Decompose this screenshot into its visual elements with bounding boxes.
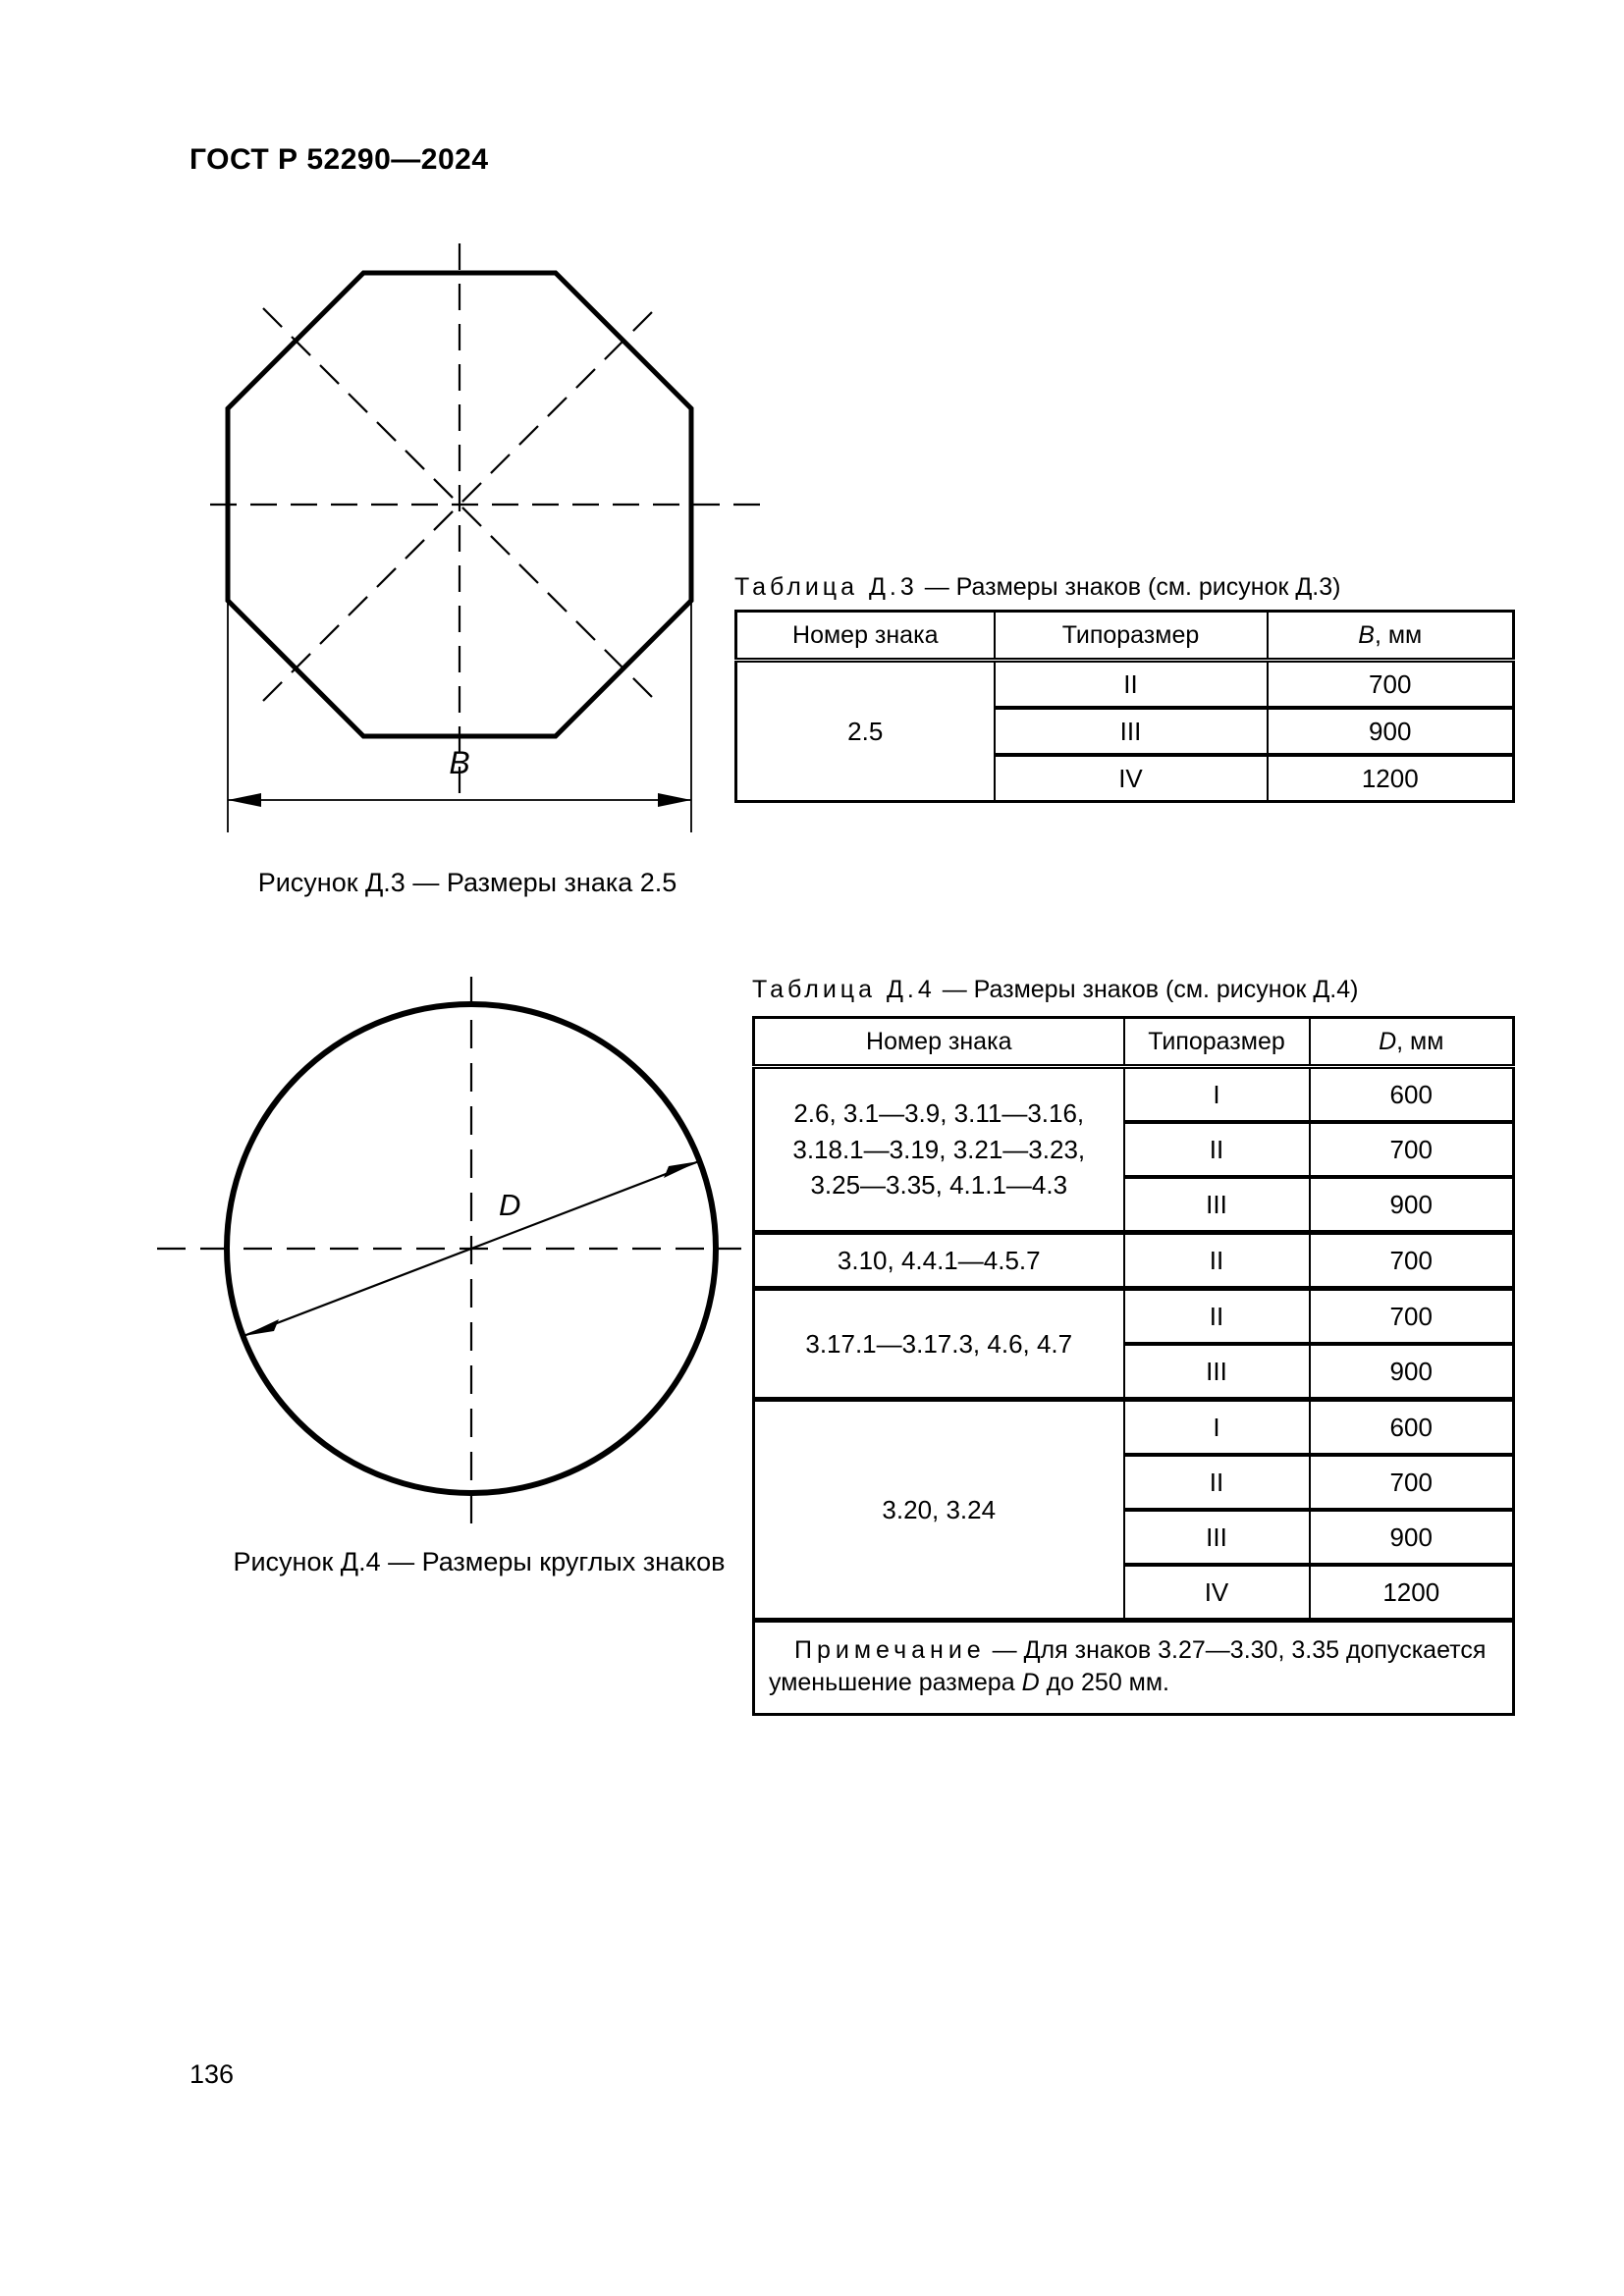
table-d4-group-4 (754, 1400, 1514, 1621)
dimension-symbol: D (1379, 1027, 1397, 1055)
table-d4-header-row (754, 1018, 1514, 1067)
figure-d4-caption: Рисунок Д.4 — Размеры круглых знаков (233, 1547, 726, 1576)
sign-number-line: 3.18.1—3.19, 3.21—3.23, (792, 1134, 1086, 1164)
column-header-sign-number: Номер знака (736, 612, 995, 661)
size-type-cell: I (1124, 1400, 1310, 1456)
size-value-cell: 600 (1310, 1067, 1514, 1123)
size-type-cell: IV (995, 755, 1268, 802)
sign-number-line: 3.25—3.35, 4.1.1—4.3 (810, 1170, 1068, 1201)
dimension-label-d: D (499, 1188, 521, 1222)
table-d4-group-1 (754, 1067, 1514, 1233)
sign-number-cell (754, 1400, 1124, 1621)
size-type-cell: I (1124, 1067, 1310, 1123)
note-text: Для знаков 3.27—3.30, 3.35 допускается уменьшение размера (769, 1636, 1487, 1696)
size-value-cell: 1200 (1268, 755, 1514, 802)
column-header-dimension (1268, 612, 1514, 661)
sign-number-cell (754, 1067, 1124, 1233)
size-type-cell: III (1124, 1510, 1310, 1565)
note-dimension-symbol: D (1021, 1669, 1040, 1696)
sign-number-cell (754, 1233, 1124, 1289)
dimension-unit: , мм (1396, 1027, 1444, 1055)
table-d4-group-2 (754, 1233, 1514, 1289)
size-value-cell: 700 (1310, 1289, 1514, 1345)
size-type-cell: II (1124, 1289, 1310, 1345)
figure-d3-caption: Рисунок Д.3 — Размеры знака 2.5 (257, 868, 677, 897)
size-type-cell: III (995, 708, 1268, 755)
size-value-cell: 1200 (1310, 1565, 1514, 1621)
size-type-cell: III (1124, 1344, 1310, 1400)
table-d3-title-word: Таблица Д.3 (734, 573, 918, 601)
size-type-cell: II (1124, 1233, 1310, 1289)
table-note-row (754, 1621, 1514, 1715)
size-type-cell: II (1124, 1455, 1310, 1510)
sign-number-line: 3.10, 4.4.1—4.5.7 (837, 1245, 1041, 1275)
table-d3-title-rest: — Размеры знаков (см. рисунок Д.3) (917, 573, 1341, 601)
size-type-cell: IV (1124, 1565, 1310, 1621)
figure-d3-centerlines (210, 243, 768, 803)
table-row (754, 1289, 1514, 1345)
arrowhead-left (228, 793, 261, 807)
dimension-symbol: B (1358, 620, 1375, 649)
dimension-line-b (228, 793, 691, 807)
size-value-cell: 700 (1310, 1122, 1514, 1177)
table-row (754, 1233, 1514, 1289)
size-type-cell: II (995, 661, 1268, 709)
document-header: ГОСТ Р 52290—2024 (189, 143, 489, 176)
sign-number-line: 3.17.1—3.17.3, 4.6, 4.7 (805, 1328, 1073, 1359)
sign-number-cell (754, 1289, 1124, 1400)
size-value-cell: 900 (1310, 1177, 1514, 1233)
column-header-size-type: Типоразмер (995, 612, 1268, 661)
size-value-cell: 600 (1310, 1400, 1514, 1456)
table-d3-title (734, 573, 1340, 602)
sign-number-cell: 2.5 (736, 661, 995, 802)
table-row (754, 1067, 1514, 1123)
sign-number-line: 3.20, 3.24 (882, 1494, 997, 1524)
figure-d4-centerlines (157, 977, 741, 1531)
size-type-cell: II (1124, 1122, 1310, 1177)
table-d4-note-section (754, 1621, 1514, 1715)
table-row (754, 1400, 1514, 1456)
table-d3-header-row (736, 612, 1514, 661)
size-type-cell: III (1124, 1177, 1310, 1233)
table-d4 (752, 1016, 1515, 1716)
dimension-extension-lines (228, 601, 691, 832)
size-value-cell: 700 (1310, 1455, 1514, 1510)
column-header-size-type: Типоразмер (1124, 1018, 1310, 1067)
note-label: Примечание (794, 1636, 986, 1664)
page-number: 136 (189, 2059, 235, 2089)
size-value-cell: 900 (1268, 708, 1514, 755)
table-d4-note (754, 1621, 1514, 1715)
arrowhead-right (658, 793, 691, 807)
figure-d4-drawing (128, 942, 815, 1571)
note-dash: — (985, 1636, 1024, 1664)
column-header-sign-number: Номер знака (754, 1018, 1124, 1067)
size-value-cell: 700 (1310, 1233, 1514, 1289)
dimension-label-b: B (449, 745, 470, 780)
size-value-cell: 900 (1310, 1510, 1514, 1565)
column-header-dimension (1310, 1018, 1514, 1067)
table-d3 (734, 610, 1515, 803)
table-d4-title-rest: — Размеры знаков (см. рисунок Д.4) (935, 976, 1359, 1003)
table-d4-title-word: Таблица Д.4 (752, 976, 936, 1003)
size-value-cell: 900 (1310, 1344, 1514, 1400)
table-row (736, 661, 1514, 709)
table-d4-group-3 (754, 1289, 1514, 1400)
figure-d3-drawing (128, 226, 815, 854)
sign-number-line: 2.6, 3.1—3.9, 3.11—3.16, (793, 1098, 1085, 1129)
table-d4-title (752, 976, 1358, 1004)
dimension-unit: , мм (1374, 620, 1423, 649)
note-text: до 250 мм. (1039, 1669, 1169, 1696)
size-value-cell: 700 (1268, 661, 1514, 709)
